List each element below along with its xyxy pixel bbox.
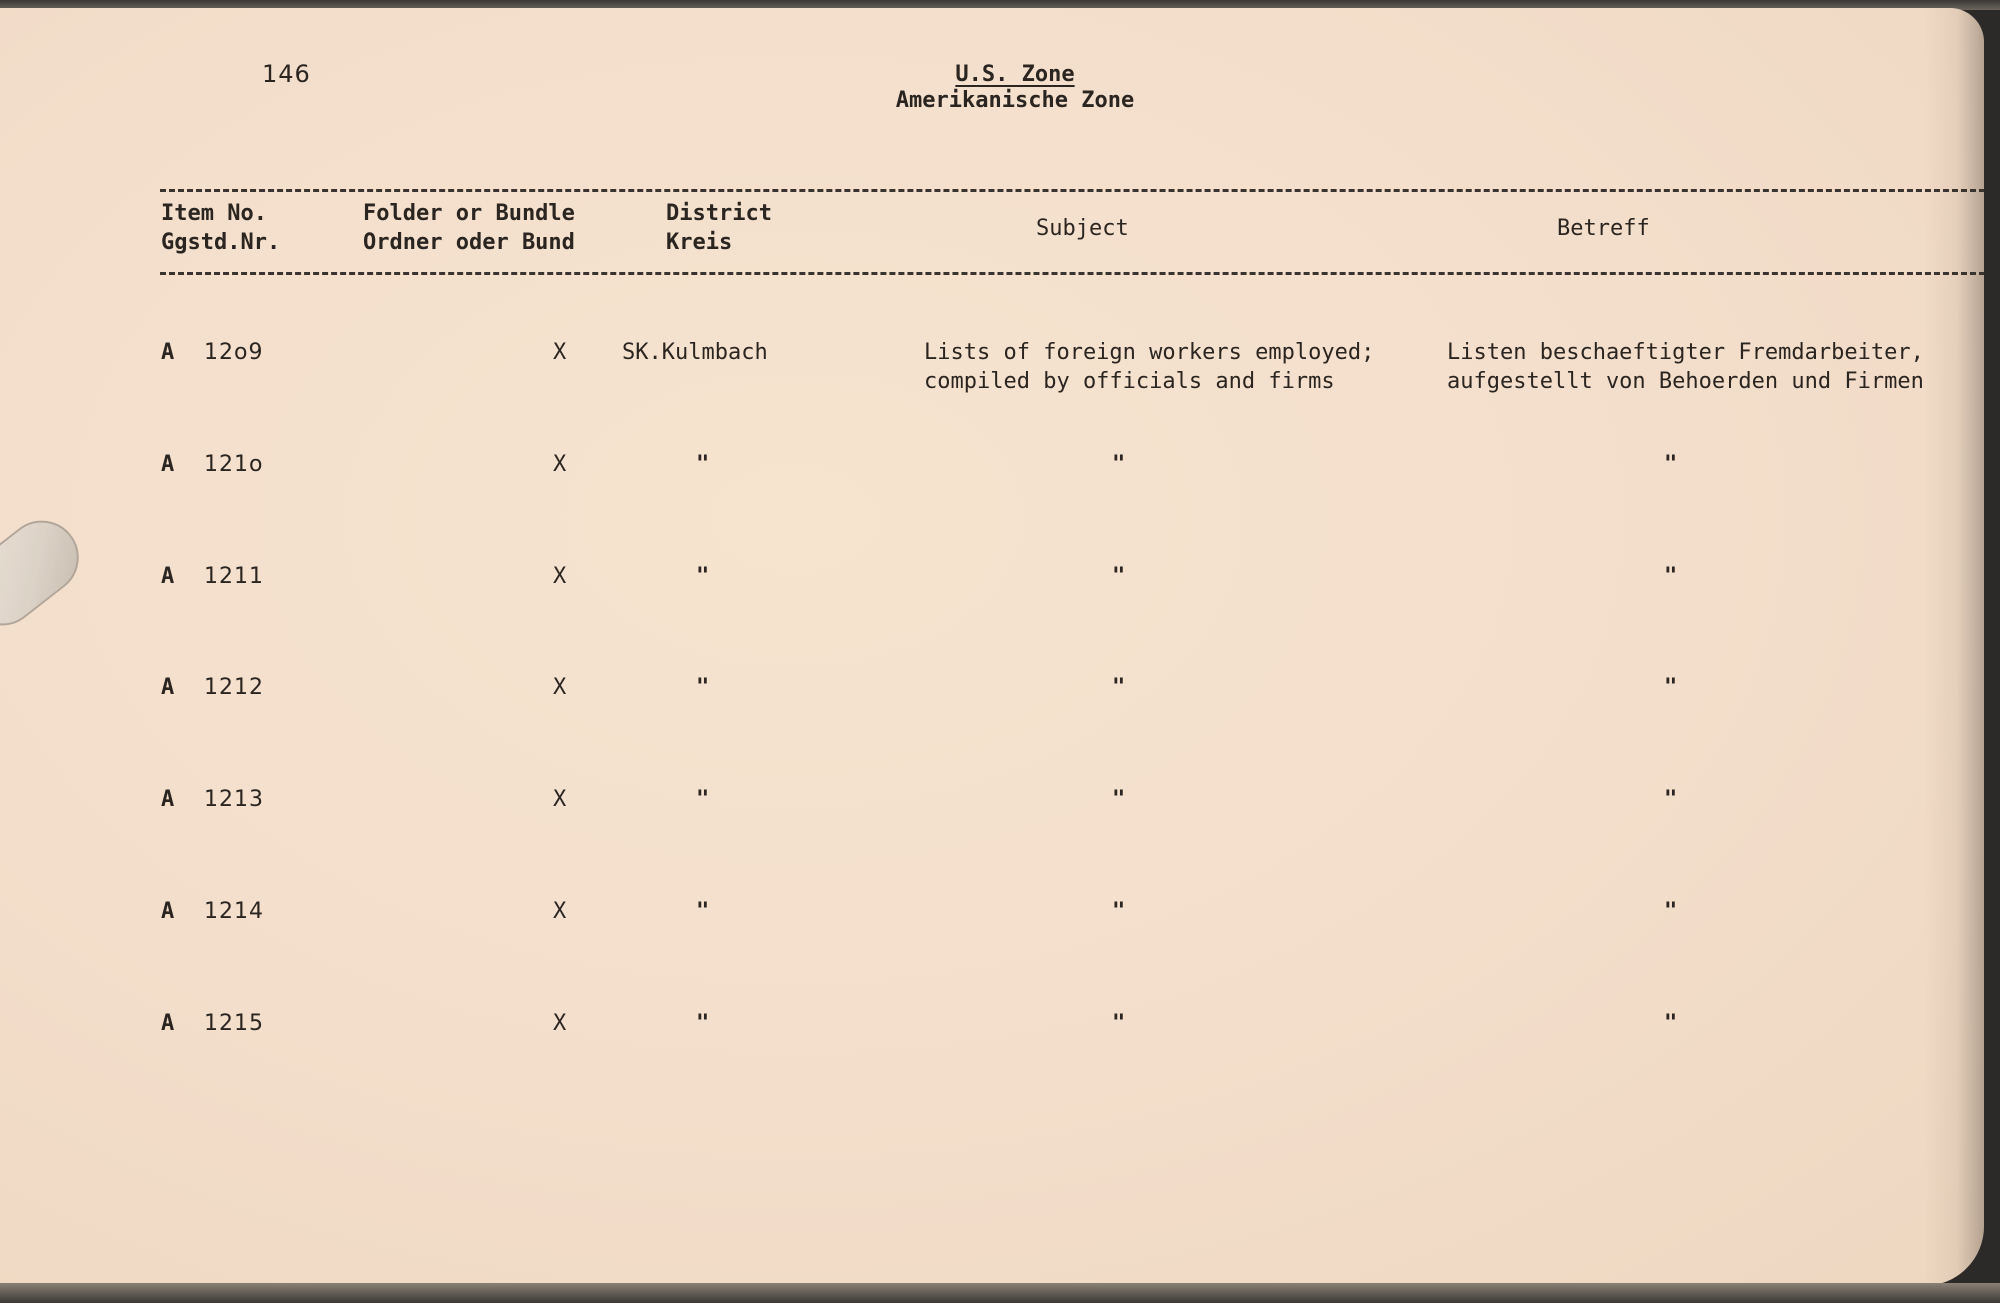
page-number: 146	[262, 60, 311, 88]
item-prefix: A	[161, 452, 175, 477]
zone-subtitle: Amerikanische Zone	[895, 88, 1135, 113]
item-number: 1214	[204, 899, 264, 924]
district-ditto: "	[696, 675, 710, 700]
header-district	[666, 199, 772, 257]
item-number: 1213	[204, 787, 264, 812]
betreff-ditto: "	[1664, 452, 1678, 477]
table-row	[0, 785, 1984, 845]
betreff-ditto: "	[1664, 564, 1678, 589]
subject-line-1: Lists of foreign workers employed;	[924, 340, 1375, 365]
betreff	[1447, 338, 1924, 396]
page-curl-shadow	[1924, 8, 1984, 1286]
header-folder-en: Folder or Bundle	[363, 201, 575, 226]
subject-ditto: "	[1112, 452, 1126, 477]
subject	[924, 338, 1374, 396]
zone-title: U.S. Zone	[955, 62, 1075, 87]
header-betreff: Betreff	[1557, 216, 1650, 241]
item-prefix: A	[161, 564, 175, 589]
item-prefix: A	[161, 340, 175, 365]
subject-ditto: "	[1112, 899, 1126, 924]
table-row	[0, 673, 1984, 733]
district-ditto: "	[696, 452, 710, 477]
table-row	[0, 338, 1984, 398]
district: SK.Kulmbach	[622, 340, 768, 365]
folder-mark: X	[553, 564, 567, 589]
header-rule-top	[160, 189, 1984, 192]
header-subject: Subject	[1036, 216, 1129, 241]
header-item-no	[161, 199, 280, 257]
folder-mark: X	[553, 340, 567, 365]
table-row	[0, 1009, 1984, 1069]
subject-line-2: compiled by officials and firms	[924, 369, 1335, 394]
district-ditto: "	[696, 899, 710, 924]
district-ditto: "	[696, 564, 710, 589]
table-row	[0, 897, 1984, 957]
item-number: 12o9	[204, 340, 264, 365]
subject-ditto: "	[1112, 787, 1126, 812]
header-rule-bottom	[160, 272, 1984, 275]
subject-ditto: "	[1112, 564, 1126, 589]
item-prefix: A	[161, 1011, 175, 1036]
header-item-no-en: Item No.	[161, 201, 267, 226]
betreff-ditto: "	[1664, 1011, 1678, 1036]
table-row	[0, 450, 1984, 510]
scan-border-bottom	[0, 1283, 2000, 1303]
district-ditto: "	[696, 1011, 710, 1036]
betreff-ditto: "	[1664, 675, 1678, 700]
folder-mark: X	[553, 1011, 567, 1036]
subject-ditto: "	[1112, 675, 1126, 700]
header-district-en: District	[666, 201, 772, 226]
item-number: 121o	[204, 452, 264, 477]
betreff-ditto: "	[1664, 899, 1678, 924]
table-row	[0, 562, 1984, 622]
folder-mark: X	[553, 787, 567, 812]
header-folder-de: Ordner oder Bund	[363, 230, 575, 255]
betreff-line-2: aufgestellt von Behoerden und Firmen	[1447, 369, 1924, 394]
item-prefix: A	[161, 899, 175, 924]
subject-ditto: "	[1112, 1011, 1126, 1036]
item-prefix: A	[161, 787, 175, 812]
document-page	[0, 8, 1984, 1286]
header-folder	[363, 199, 575, 257]
betreff-line-1: Listen beschaeftigter Fremdarbeiter,	[1447, 340, 1924, 365]
header-item-no-de: Ggstd.Nr.	[161, 230, 281, 255]
folder-mark: X	[553, 452, 567, 477]
betreff-ditto: "	[1664, 787, 1678, 812]
item-prefix: A	[161, 675, 175, 700]
item-number: 1211	[204, 564, 264, 589]
item-number: 1212	[204, 675, 264, 700]
folder-mark: X	[553, 675, 567, 700]
item-number: 1215	[204, 1011, 264, 1036]
folder-mark: X	[553, 899, 567, 924]
district-ditto: "	[696, 787, 710, 812]
header-district-de: Kreis	[666, 230, 733, 255]
